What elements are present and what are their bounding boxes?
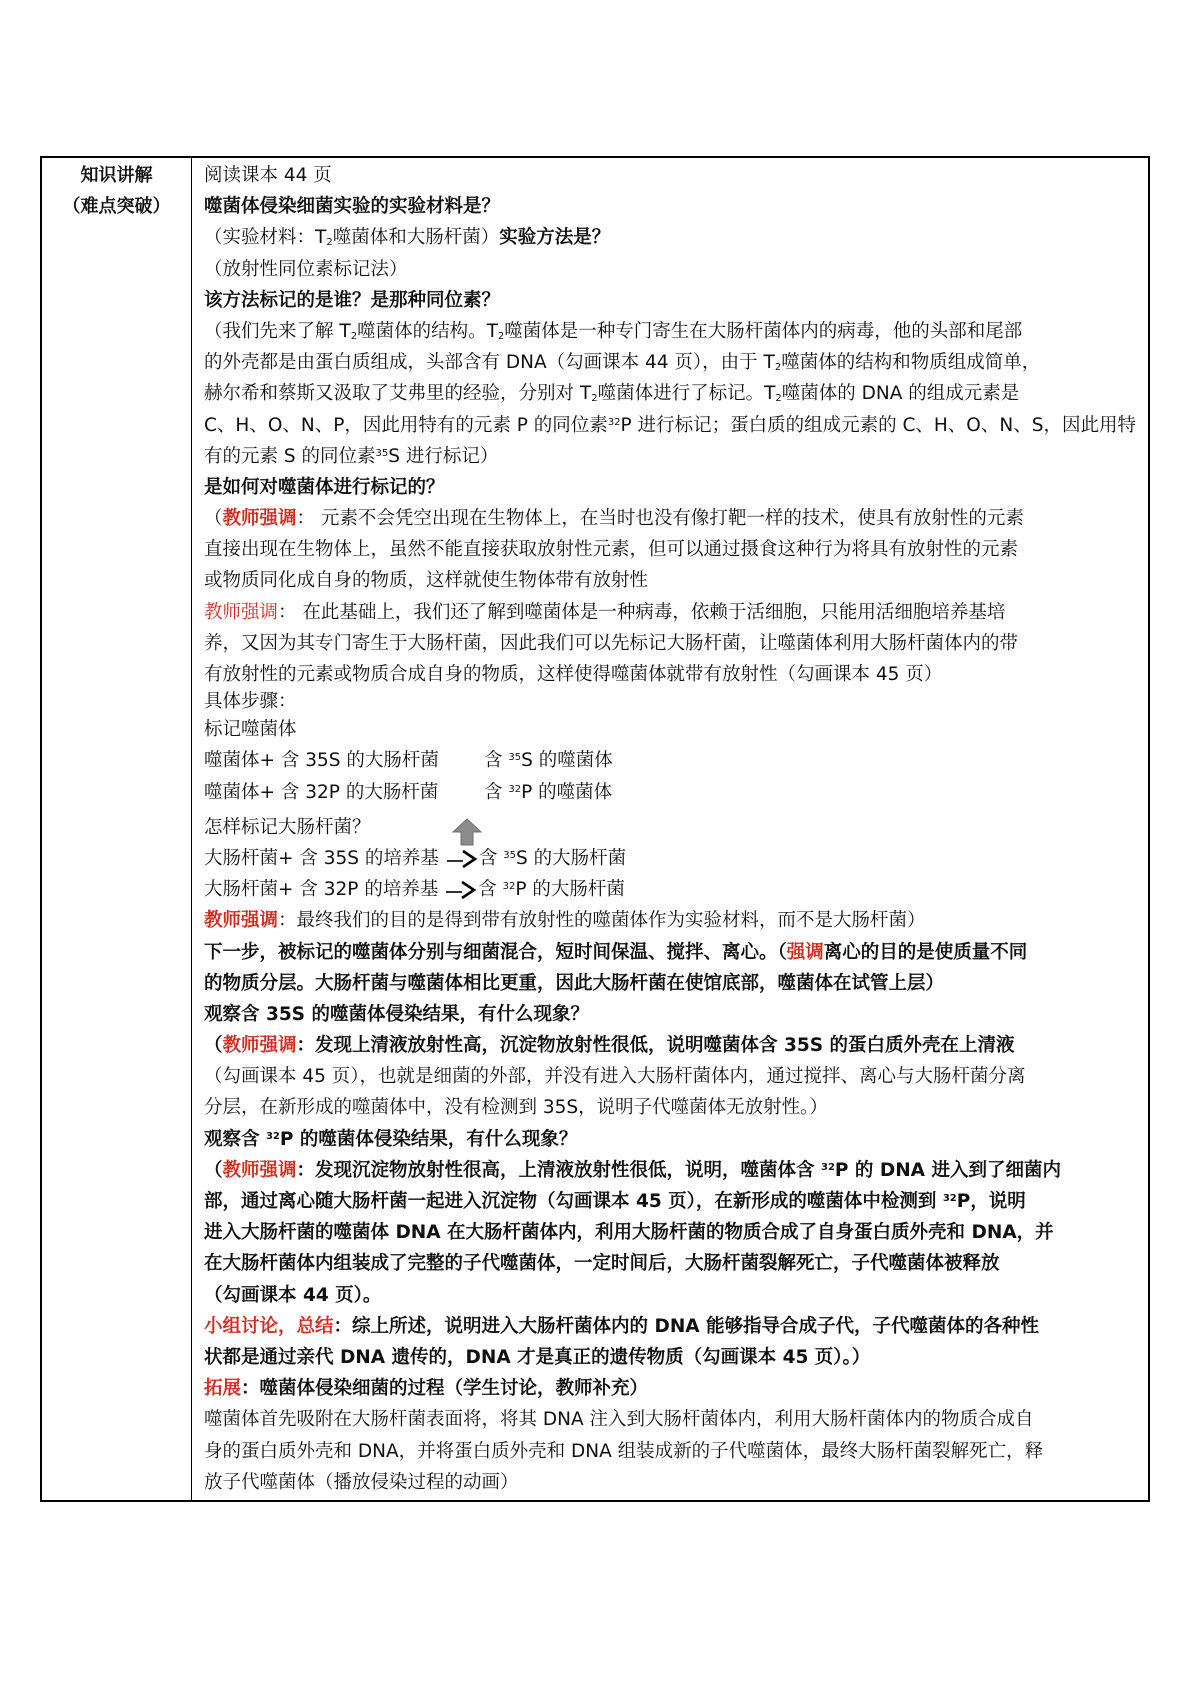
section-label-cell [42,158,192,1500]
text-line: （教师强调：发现上清液放射性高，沉淀物放射性很低，说明噬菌体含 35S 的蛋白质外壳在上清液 [204,1035,1015,1057]
text-line: 具体步骤： [204,691,297,713]
text-line: 教师强调： 在此基础上，我们还了解到噬菌体是一种病毒，依赖于活细胞，只能用活细胞培养基培 [204,601,1006,623]
text-line: 标记噬菌体 [204,719,297,741]
text-line: 进入大肠杆菌的噬菌体 DNA 在大肠杆菌体内，利用大肠杆菌的物质合成了自身蛋白质外壳和 DNA，并 [204,1222,1054,1244]
teacher-emphasis: 教师强调 [222,1035,297,1057]
text-line: 直接出现在生物体上，虽然不能直接获取放射性元素，但可以通过摄食这种行为将具有放射性的元素 [204,539,1019,561]
text-line: 噬菌体首先吸附在大肠杆菌表面将，将其 DNA 注入到大肠杆菌体内，利用大肠杆菌体内的物质合成自 [204,1409,1034,1431]
text-line: 的物质分层。大肠杆菌与噬菌体相比更重，因此大肠杆菌在使馆底部，噬菌体在试管上层） [204,972,945,994]
text-line: 状都是通过亲代 DNA 遗传的，DNA 才是真正的遗传物质（勾画课本 45 页）。） [204,1346,871,1368]
group-discussion-label: 小组讨论，总结 [204,1315,334,1337]
text-line: 有放射性的元素或物质合成自身的物质，这样使得噬菌体就带有放射性（勾画课本 45 页） [204,664,943,685]
right-arrow-icon [444,880,478,900]
text-line: （我们先来了解 $T_2$噬菌体的结构。$T_2$噬菌体是一种专门寄生在大肠杆菌体内的病毒，他的头部和尾部 [204,320,1023,342]
section-label: 知识讲解 [80,165,153,186]
text-line: 在大肠杆菌体内组装成了完整的子代噬菌体，一定时间后，大肠杆菌裂解死亡，子代噬菌体被释放 [204,1253,1000,1275]
question-line: 观察含 35S 的噬菌体侵染结果，有什么现象？ [204,1003,589,1025]
teacher-emphasis: 教师强调 [204,601,279,623]
text-line: （实验材料：$T_2$噬菌体和大肠杆菌）实验方法是？ [204,227,611,249]
text-line: （勾画课本 44 页）。 [204,1284,382,1306]
section-sublabel: （难点突破） [62,196,171,217]
text-line: （勾画课本 45 页），也就是细菌的外部，并没有进入大肠杆菌体内，通过搅拌、离心与大肠杆菌分离 [204,1066,1026,1088]
step-line: 大肠杆菌+ 含 32P 的培养基 含 $^{32}$P 的大肠杆菌 [204,879,625,901]
text-line: 赫尔希和蔡斯又汲取了艾弗里的经验，分别对 $T_2$噬菌体进行了标记。$T_2$噬菌体的 DNA 的组成元素是 [204,383,1020,405]
teacher-emphasis: 教师强调 [204,910,279,932]
text-line: 下一步，被标记的噬菌体分别与细菌混合，短时间保温、搅拌、离心。（强调离心的目的是使质量不同 [204,941,1028,963]
content-cell [204,160,1144,1498]
question-line: 噬菌体侵染细菌实验的实验材料是？ [204,196,501,218]
text-line: 身的蛋白质外壳和 DNA，并将蛋白质外壳和 DNA 组装成新的子代噬菌体，最终大肠杆菌裂解死亡，释 [204,1440,1044,1462]
lesson-table [40,156,1150,1502]
text-line: 拓展：噬菌体侵染细菌的过程（学生讨论，教师补充） [204,1378,649,1400]
text-line: 教师强调：最终我们的目的是得到带有放射性的噬菌体作为实验材料，而不是大肠杆菌） [204,910,926,932]
teacher-emphasis: 教师强调 [222,1159,297,1181]
text-line: 怎样标记大肠杆菌？ [204,816,371,838]
right-arrow-icon [445,849,479,869]
text-line: 的外壳都是由蛋白质组成，头部含有 DNA（勾画课本 44 页），由于 $T_2$噬菌体的结构和物质组成简单， [204,352,1041,374]
step-line: 噬菌体+ 含 35S 的大肠杆菌 含 $^{35}$S 的噬菌体 [204,750,613,772]
extension-label: 拓展 [204,1378,242,1400]
step-line: 大肠杆菌+ 含 35S 的培养基 含 $^{35}$S 的大肠杆菌 [204,847,627,869]
step-line: 噬菌体+ 含 32P 的大肠杆菌 含 $^{32}$P 的噬菌体 [204,781,613,803]
text-line: C、H、O、N、P，因此用特有的元素 P 的同位素$^{32}$P 进行标记；蛋白质的组成元素的 C、H、O、N、S，因此用特 [204,414,1136,436]
question-line: 该方法标记的是谁？是那种同位素？ [204,289,501,311]
text-line: （放射性同位素标记法） [204,258,408,280]
text-line: （教师强调： 元素不会凭空出现在生物体上，在当时也没有像打靶一样的技术，使具有放射性的元素 [204,508,1024,530]
emphasis: 强调 [786,941,824,963]
text-line: 分层，在新形成的噬菌体中，没有检测到 35S，说明子代噬菌体无放射性。） [204,1097,828,1119]
question-line: 观察含 $^{32}$P 的噬菌体侵染结果，有什么现象？ [204,1128,578,1150]
text-line: 部，通过离心随大肠杆菌一起进入沉淀物（勾画课本 45 页），在新形成的噬菌体中检测到 $^{32}$P，说明 [204,1191,1026,1212]
text-line: 阅读课本 44 页 [204,165,332,186]
text-line: 或物质同化成自身的物质，这样就使生物体带有放射性 [204,570,649,592]
teacher-emphasis: 教师强调 [222,508,297,530]
text-line: 有的元素 S 的同位素$^{35}$S 进行标记） [204,445,499,467]
up-arrow-icon [452,818,482,850]
question-line: 是如何对噬菌体进行标记的？ [204,476,445,498]
text-line: 养，又因为其专门寄生于大肠杆菌，因此我们可以先标记大肠杆菌，让噬菌体利用大肠杆菌体内的带 [204,632,1019,654]
text-line: （教师强调：发现沉淀物放射性很高，上清液放射性很低，说明，噬菌体含 $^{32}$P 的 DNA 进入到了细菌内 [204,1159,1061,1181]
text-line: 小组讨论，总结：综上所述，说明进入大肠杆菌体内的 DNA 能够指导合成子代，子代噬菌体的各种性 [204,1315,1040,1337]
text-line: 放子代噬菌体（播放侵染过程的动画） [204,1471,519,1493]
